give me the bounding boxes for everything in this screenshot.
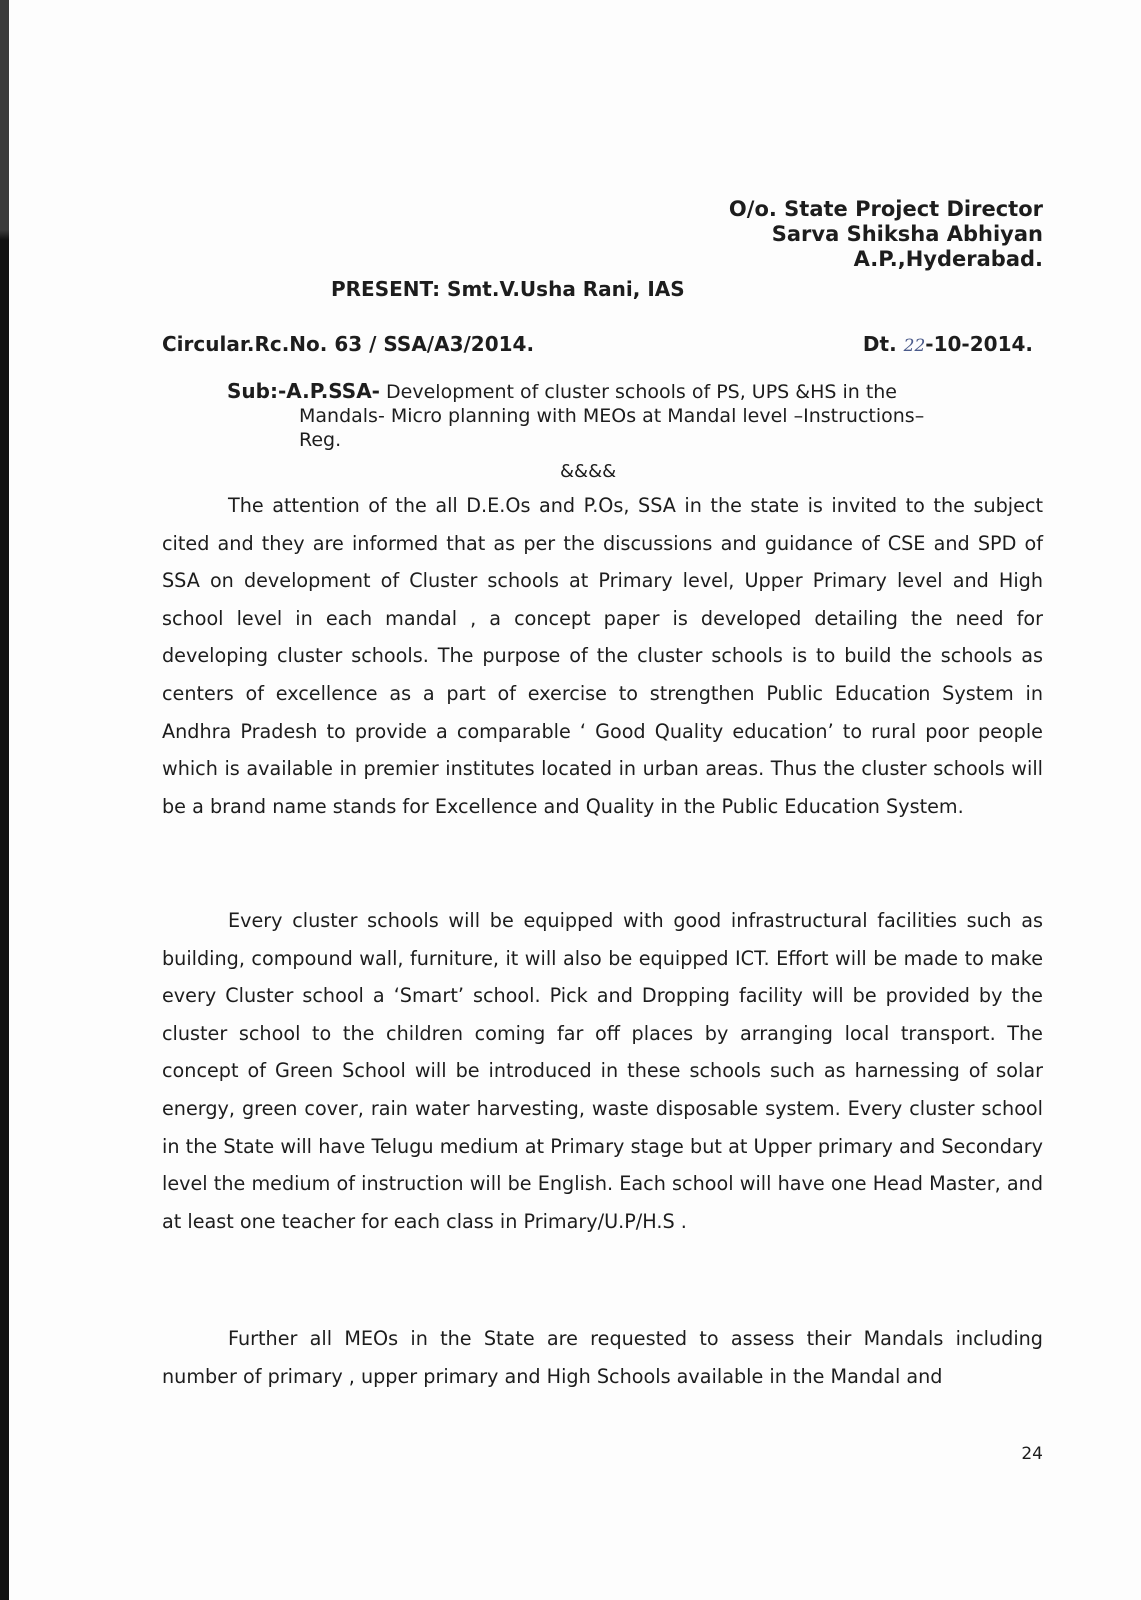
paragraph-3 xyxy=(162,1320,1043,1395)
paragraph-2 xyxy=(162,902,1043,1240)
scan-edge xyxy=(0,0,9,1600)
subject-block xyxy=(227,379,1007,452)
office-address xyxy=(729,197,1043,272)
subject-line-3: Reg. xyxy=(299,429,342,451)
paragraph-1-text: The attention of the all D.E.Os and P.Os, SSA in the state is invited to the subject cited and they are informed that as per the discussions and guidance of CSE and SPD of SSA on development of Cluster schools at Primary level, Upper Primary level and High school level in each mandal , a concept paper is developed detailing the need for developing cluster schools. The purpose of the cluster schools is to build the schools as centers of excellence as a part of exercise to strengthen Public Education System in Andhra Pradesh to provide a comparable ‘ Good Quality education’ to rural poor people which is available in premier institutes located in urban areas. Thus the cluster schools will be a brand name stands for Excellence and Quality in the Public Education System. xyxy=(162,494,1043,818)
office-line-3: A.P.,Hyderabad. xyxy=(853,247,1043,271)
office-line-1: O/o. State Project Director xyxy=(728,197,1043,221)
subject-label: Sub:-A.P.SSA- xyxy=(227,379,380,403)
circular-date xyxy=(863,332,1033,356)
paragraph-3-text: Further all MEOs in the State are requested to assess their Mandals including number of primary , upper primary and High Schools available in the Mandal and xyxy=(162,1327,1043,1388)
office-line-2: Sarva Shiksha Abhiyan xyxy=(771,222,1043,246)
present-line: PRESENT: Smt.V.Usha Rani, IAS xyxy=(331,277,685,301)
paragraph-1 xyxy=(162,487,1043,825)
date-prefix: Dt. xyxy=(862,332,897,356)
date-rest: -10-2014. xyxy=(925,332,1033,356)
page-number: 24 xyxy=(1021,1444,1043,1464)
circular-number: Circular.Rc.No. 63 / SSA/A3/2014. xyxy=(162,332,535,356)
subject-line-2: Mandals- Micro planning with MEOs at Mandal level –Instructions– xyxy=(299,405,925,427)
paragraph-2-text: Every cluster schools will be equipped with good infrastructural facilities such as building, compound wall, furniture, it will also be equipped ICT. Effort will be made to make every Cluster school a ‘Smart’ school. Pick and Dropping facility will be provided by the cluster school to the children coming far off places by arranging local transport. The concept of Green School will be introduced in these schools such as harnessing of solar energy, green cover, rain water harvesting, waste disposable system. Every cluster school in the State will have Telugu medium at Primary stage but at Upper primary and Secondary level the medium of instruction will be English. Each school will have one Head Master, and at least one teacher for each class in Primary/U.P/H.S . xyxy=(162,909,1043,1233)
section-separator: &&&& xyxy=(560,461,617,482)
date-handwritten-day: 22 xyxy=(903,336,926,356)
subject-line-1: Development of cluster schools of PS, UPS &HS in the xyxy=(386,381,897,403)
